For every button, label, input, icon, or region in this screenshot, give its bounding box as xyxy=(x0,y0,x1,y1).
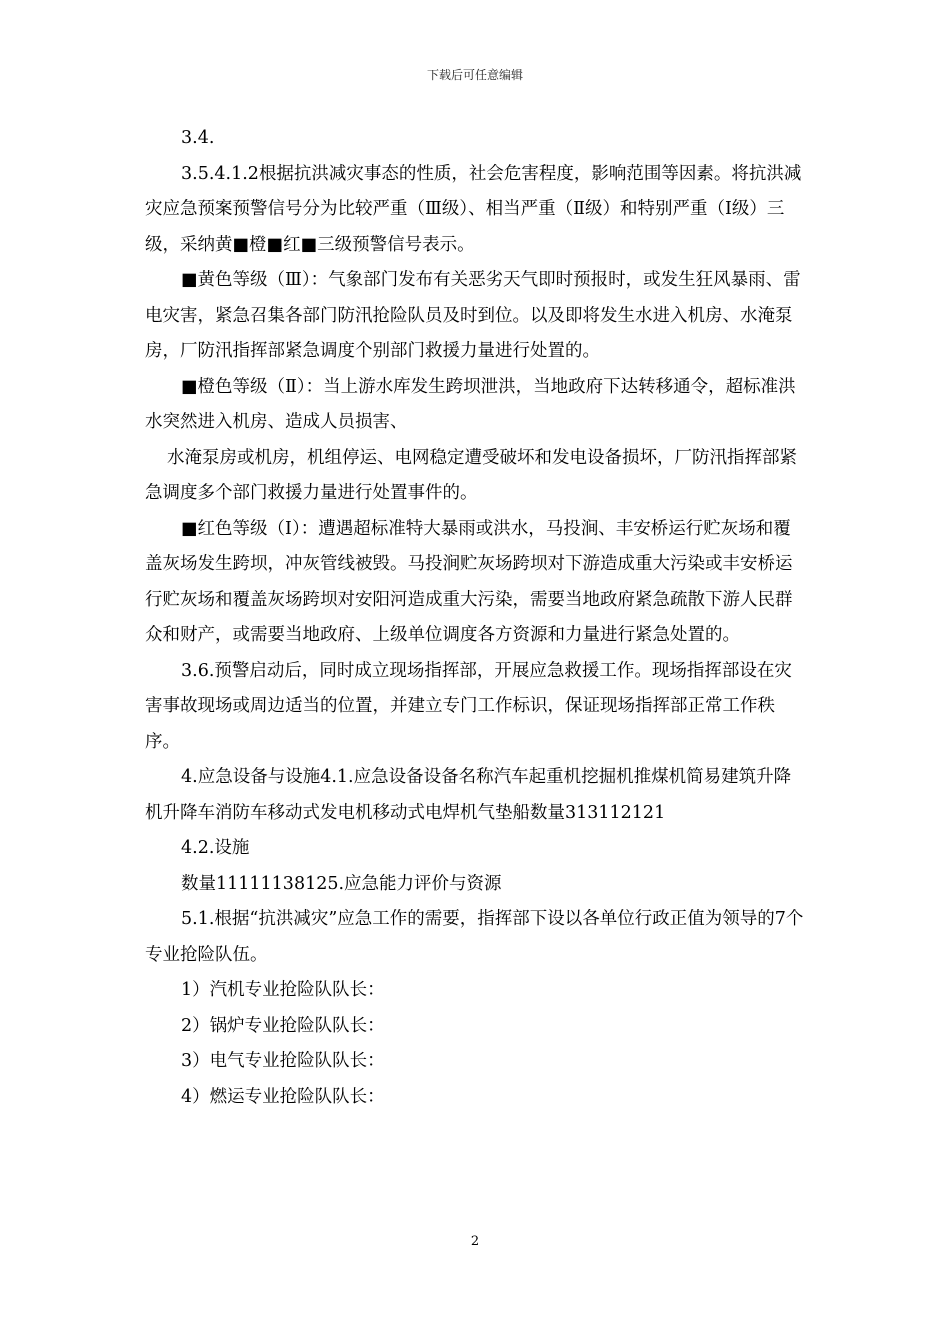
list-item-turbine-team: 1）汽机专业抢险队队长： xyxy=(181,980,385,1000)
paragraph-section-4-equipment: 4.应急设备与设施4.1.应急设备设备名称汽车起重机挖掘机推煤机简易建筑升降机升降车消防车移动式发电机移动式电焊机气垫船数量313112121 xyxy=(145,767,792,823)
page-number: 2 xyxy=(470,1234,480,1249)
paragraph-yellow-level: ■黄色等级（Ⅲ）：气象部门发布有关恶劣天气即时预报时，或发生狂风暴雨、雷电灾害，紧急召集各部门防汛抢险队员及时到位。以及即将发生水进入机房、水淹泵房，厂防汛指挥部紧急调度个别部门救援力量进行处置的。 xyxy=(145,270,801,361)
list-item-electrical-team: 3）电气专业抢险队队长： xyxy=(181,1051,385,1071)
paragraph-section-4-2: 4.2.设施 xyxy=(181,838,250,858)
paragraph-section-3-6: 3.6.预警启动后，同时成立现场指挥部，开展应急救援工作。现场指挥部设在灾害事故现场或周边适当的位置，并建立专门工作标识，保证现场指挥部正常工作秩序。 xyxy=(145,660,792,752)
paragraph-quantity-section-5: 数量11111138125.应急能力评价与资源 xyxy=(181,873,502,894)
document-body xyxy=(145,121,807,1115)
paragraph-section-3-4: 3.4. xyxy=(181,128,215,148)
list-item-fuel-team: 4）燃运专业抢险队队长： xyxy=(181,1086,385,1107)
paragraph-orange-level-cont: 水淹泵房或机房，机组停运、电网稳定遭受破坏和发电设备损坏，厂防汛指挥部紧急调度多个部门救援力量进行处置事件的。 xyxy=(145,447,797,503)
list-item-boiler-team: 2）锅炉专业抢险队队长： xyxy=(181,1015,385,1036)
paragraph-section-5-1: 5.1.根据“抗洪减灾”应急工作的需要，指挥部下设以各单位行政正值为领导的7个专业抢险队伍。 xyxy=(145,909,804,965)
page-header: 下载后可任意编辑 xyxy=(426,68,523,82)
paragraph-warning-levels: 3.5.4.1.2根据抗洪减灾事态的性质，社会危害程度，影响范围等因素。将抗洪减灾应急预案预警信号分为比较严重（Ⅲ级）、相当严重（Ⅱ级）和特别严重（Ⅰ级）三级，采纳黄■橙■红■三级预警信号表示。 xyxy=(145,163,802,255)
paragraph-red-level: ■红色等级（Ⅰ）：遭遇超标准特大暴雨或洪水，马投涧、丰安桥运行贮灰场和覆盖灰场发生跨坝，冲灰管线被毁。马投涧贮灰场跨坝对下游造成重大污染或丰安桥运行贮灰场和覆盖灰场跨坝对安阳河造成重大污染，需要当地政府紧急疏散下游人民群众和财产，或需要当地政府、上级单位调度各方资源和力量进行紧急处置的。 xyxy=(145,518,793,645)
paragraph-orange-level: ■橙色等级（Ⅱ）：当上游水库发生跨坝泄洪，当地政府下达转移通令，超标准洪水突然进入机房、造成人员损害、 xyxy=(145,376,796,432)
